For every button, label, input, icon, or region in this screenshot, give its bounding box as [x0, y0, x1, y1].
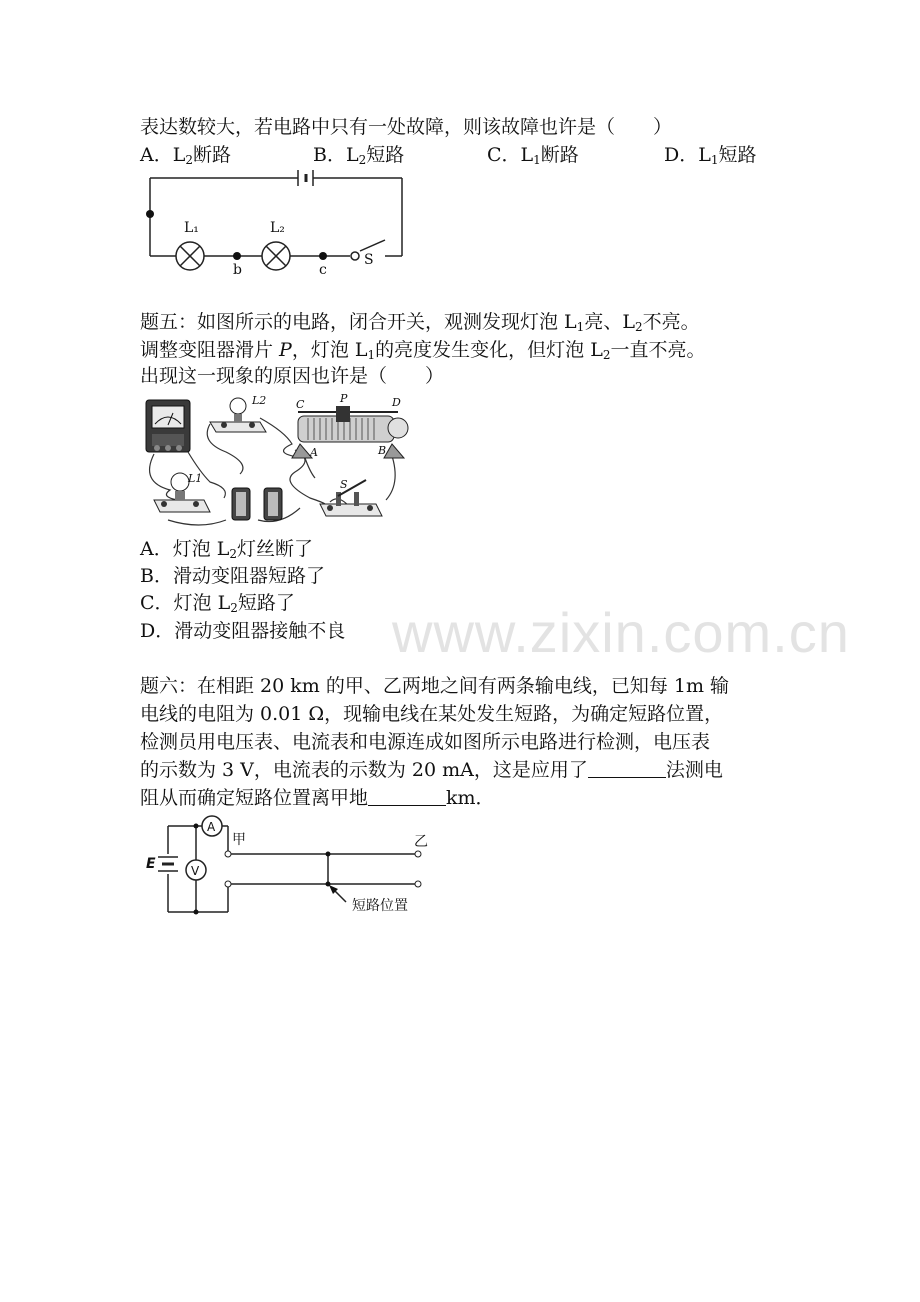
- q5-option-c: C．灯泡 $L_2$短路了: [140, 592, 295, 615]
- label-p: P: [340, 392, 348, 405]
- label-e: E: [146, 856, 156, 872]
- answer-blank-1[interactable]: [588, 759, 666, 778]
- q5-apparatus-diagram: [140, 392, 422, 532]
- label-a: A: [310, 446, 318, 459]
- answer-blank-2[interactable]: [368, 787, 446, 806]
- q6-stem-line2: 电线的电阻为 0.01 Ω，现输电线在某处发生短路，为确定短路位置，: [140, 703, 724, 725]
- label-short-position: 短路位置: [352, 898, 408, 914]
- label-b: b: [233, 262, 242, 278]
- label-l2: L₂: [270, 220, 285, 236]
- watermark: www.zixin.com.cn: [392, 601, 850, 664]
- label-s: S: [364, 252, 374, 268]
- label-l1: L1: [188, 472, 203, 485]
- q5-option-d: D．滑动变阻器接触不良: [140, 620, 346, 642]
- q5-stem-line3: 出现这一现象的原因也许是（ ）: [140, 365, 445, 387]
- node-b-dot: [233, 252, 241, 260]
- q4-stem: 表达数较大，若电路中只有一处故障，则该故障也许是（ ）: [140, 116, 673, 138]
- label-c: c: [319, 262, 327, 278]
- q5-stem-line2: 调整变阻器滑片 P，灯泡 $L_1$的亮度发生变化，但灯泡 $L_2$一直不亮。: [140, 339, 706, 362]
- q6-stem-line3: 检测员用电压表、电流表和电源连成如图所示电路进行检测，电压表: [140, 731, 711, 753]
- q6-stem-line1: 题六：在相距 20 km 的甲、乙两地之间有两条输电线，已知每 1m 输: [140, 675, 730, 697]
- switch-board: [320, 480, 382, 516]
- node-dot: [146, 210, 154, 218]
- q4-option-c: C．$L_1$断路: [487, 144, 579, 167]
- q4-option-a: A．$L_2$断路: [140, 144, 231, 167]
- source-e-symbol: [158, 857, 178, 871]
- q4-option-b: B．$L_2$短路: [313, 144, 405, 167]
- label-b: B: [378, 444, 387, 457]
- q6-circuit-diagram: [140, 812, 440, 922]
- batteries: [232, 488, 282, 520]
- q5-stem-line1: 题五：如图所示的电路，闭合开关，观测发现灯泡 $L_1$亮、$L_2$不亮。: [140, 311, 700, 334]
- q6-stem-line5: 阻从而确定短路位置离甲地 km．: [140, 787, 495, 809]
- label-l2: L2: [252, 394, 267, 407]
- label-l1: L₁: [184, 220, 199, 236]
- label-voltmeter: V: [191, 864, 200, 878]
- q4-circuit-diagram: [140, 168, 410, 280]
- label-jia: 甲: [232, 832, 246, 848]
- q4-option-d: D．$L_1$短路: [664, 144, 757, 167]
- battery-symbol: [298, 170, 313, 186]
- lamp-l2-symbol: [262, 242, 290, 270]
- q5-option-b: B．滑动变阻器短路了: [140, 565, 325, 587]
- node-c-dot: [319, 252, 327, 260]
- label-d: D: [392, 396, 401, 409]
- lamp-l1-symbol: [176, 242, 204, 270]
- label-s: S: [340, 478, 348, 491]
- q6-stem-line4: 的示数为 3 V，电流表的示数为 20 mA，这是应用了 法测电: [140, 759, 723, 781]
- q5-option-a: A．灯泡 $L_2$灯丝断了: [140, 538, 314, 561]
- label-c: C: [296, 398, 305, 411]
- switch-pivot: [351, 252, 359, 260]
- meter-device: [146, 400, 190, 452]
- label-ammeter: A: [207, 820, 216, 834]
- label-yi: 乙: [414, 834, 428, 850]
